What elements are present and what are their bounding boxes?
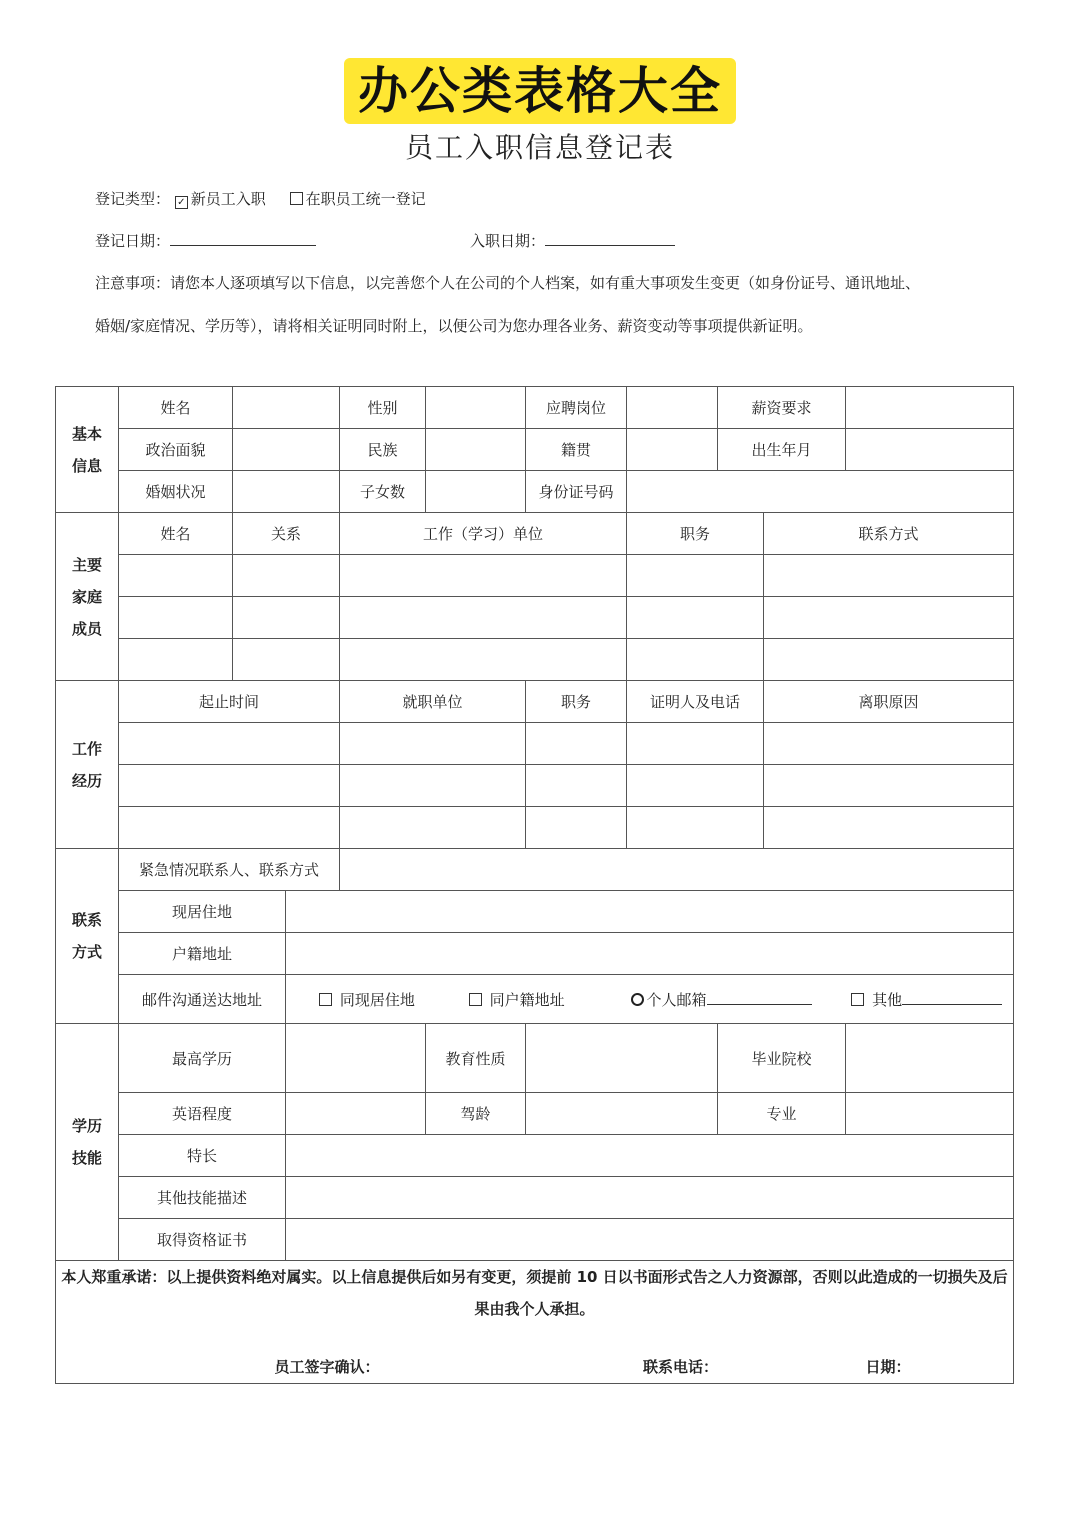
- reg-type-row: [95, 188, 426, 209]
- field-other-skills[interactable]: [286, 1177, 1014, 1219]
- field-major[interactable]: [846, 1093, 1014, 1135]
- phone-label: 联系电话：: [642, 1358, 718, 1376]
- field-specialty[interactable]: [286, 1135, 1014, 1177]
- entry-date-field[interactable]: [545, 231, 675, 246]
- date-label: 日期：: [865, 1358, 911, 1376]
- reg-type-label: 登记类型：: [95, 190, 171, 208]
- label-nature: 教育性质: [426, 1024, 526, 1093]
- reg-option-current: 在职员工统一登记: [305, 190, 426, 208]
- section-education: 学历 技能: [56, 1024, 119, 1261]
- field-nature[interactable]: [526, 1024, 718, 1093]
- family-cell[interactable]: [764, 555, 1014, 597]
- section-contact: 联系 方式: [56, 849, 119, 1024]
- family-cell[interactable]: [233, 639, 340, 681]
- label-gender: 性别: [340, 387, 426, 429]
- label-certificates: 取得资格证书: [119, 1219, 286, 1261]
- label-ethnicity: 民族: [340, 429, 426, 471]
- promise-block: [56, 1261, 1014, 1384]
- work-cell[interactable]: [627, 723, 764, 765]
- label-marital: 婚姻状况: [119, 471, 233, 513]
- label-mail-addr: 邮件沟通送达地址: [119, 975, 286, 1024]
- family-cell[interactable]: [627, 555, 764, 597]
- label-native: 籍贯: [526, 429, 627, 471]
- work-row: [56, 723, 1014, 765]
- checkbox-icon[interactable]: [290, 192, 303, 205]
- field-political[interactable]: [233, 429, 340, 471]
- work-row: [56, 765, 1014, 807]
- family-header: 职务: [627, 513, 764, 555]
- field-id-no[interactable]: [627, 471, 1014, 513]
- family-cell[interactable]: [340, 555, 627, 597]
- label-household-addr: 户籍地址: [119, 933, 286, 975]
- work-cell[interactable]: [764, 723, 1014, 765]
- work-cell[interactable]: [340, 807, 526, 849]
- notice-line-1: 注意事项：请您本人逐项填写以下信息，以完善您个人在公司的个人档案，如有重大事项发生变更（如身份证号、通讯地址、: [95, 274, 921, 292]
- family-row: [56, 597, 1014, 639]
- family-cell[interactable]: [764, 597, 1014, 639]
- mail-option-label: 同现居住地: [339, 990, 415, 1009]
- field-english[interactable]: [286, 1093, 426, 1135]
- entry-date-row: [470, 230, 675, 251]
- work-cell[interactable]: [764, 807, 1014, 849]
- label-emergency: 紧急情况联系人、联系方式: [119, 849, 340, 891]
- work-header: 离职原因: [764, 681, 1014, 723]
- family-header: 工作（学习）单位: [340, 513, 627, 555]
- promise-text: 本人郑重承诺：以上提供资料绝对属实。以上信息提供后如另有变更，须提前 10 日以书面形式告之人力资源部，否则以此造成的一切损失及后果由我个人承担。: [61, 1268, 1008, 1318]
- checked-box-icon[interactable]: ✓: [175, 196, 188, 209]
- label-driving: 驾龄: [426, 1093, 526, 1135]
- mail-options: [286, 975, 1014, 1024]
- work-header: 就职单位: [340, 681, 526, 723]
- reg-date-row: [95, 230, 316, 251]
- registration-form: [55, 386, 1014, 1384]
- field-salary[interactable]: [846, 387, 1014, 429]
- mail-option-label: 同户籍地址: [489, 990, 565, 1009]
- checkbox-icon[interactable]: [469, 993, 482, 1006]
- reg-date-label: 登记日期：: [95, 232, 171, 250]
- family-cell[interactable]: [340, 639, 627, 681]
- label-political: 政治面貌: [119, 429, 233, 471]
- checkbox-icon[interactable]: [319, 993, 332, 1006]
- reg-date-field[interactable]: [170, 231, 316, 246]
- work-cell[interactable]: [764, 765, 1014, 807]
- section-work: 工作 经历: [56, 681, 119, 849]
- family-row: [56, 639, 1014, 681]
- personal-email-field[interactable]: [707, 990, 812, 1005]
- mail-option-label: 其他: [872, 990, 903, 1009]
- reg-option-new: 新员工入职: [190, 190, 266, 208]
- field-marital[interactable]: [233, 471, 340, 513]
- work-cell[interactable]: [526, 807, 627, 849]
- other-address-field[interactable]: [902, 990, 1002, 1005]
- entry-date-label: 入职日期：: [470, 232, 546, 250]
- section-family: 主要 家庭 成员: [56, 513, 119, 681]
- label-highest: 最高学历: [119, 1024, 286, 1093]
- family-cell[interactable]: [233, 597, 340, 639]
- mail-option-label: 个人邮箱: [646, 990, 707, 1009]
- family-cell[interactable]: [627, 597, 764, 639]
- page-title: 员工入职信息登记表: [404, 131, 675, 164]
- field-highest[interactable]: [286, 1024, 426, 1093]
- work-cell[interactable]: [119, 765, 340, 807]
- label-salary: 薪资要求: [718, 387, 846, 429]
- work-cell[interactable]: [119, 723, 340, 765]
- family-cell[interactable]: [764, 639, 1014, 681]
- label-position: 应聘岗位: [526, 387, 627, 429]
- family-cell[interactable]: [119, 555, 233, 597]
- family-cell[interactable]: [233, 555, 340, 597]
- field-native[interactable]: [627, 429, 718, 471]
- field-children[interactable]: [426, 471, 526, 513]
- work-header: 证明人及电话: [627, 681, 764, 723]
- banner-text: 办公类表格大全: [344, 58, 736, 124]
- label-current-addr: 现居住地: [119, 891, 286, 933]
- field-driving[interactable]: [526, 1093, 718, 1135]
- work-cell[interactable]: [340, 723, 526, 765]
- label-id-no: 身份证号码: [526, 471, 627, 513]
- label-english: 英语程度: [119, 1093, 286, 1135]
- field-emergency[interactable]: [340, 849, 1014, 891]
- label-children: 子女数: [340, 471, 426, 513]
- radio-selected-icon[interactable]: [631, 993, 644, 1006]
- family-header: 关系: [233, 513, 340, 555]
- work-cell[interactable]: [526, 765, 627, 807]
- label-specialty: 特长: [119, 1135, 286, 1177]
- field-household-addr[interactable]: [286, 933, 1014, 975]
- work-header: 起止时间: [119, 681, 340, 723]
- signature-label: 员工签字确认：: [274, 1358, 380, 1376]
- notice-line-2: 婚姻/家庭情况、学历等），请将相关证明同时附上，以便公司为您办理各业务、薪资变动等事项提供新证明。: [95, 317, 813, 335]
- mail-option-current[interactable]: [297, 989, 437, 1010]
- label-school: 毕业院校: [718, 1024, 846, 1093]
- field-certificates[interactable]: [286, 1219, 1014, 1261]
- field-school[interactable]: [846, 1024, 1014, 1093]
- field-ethnicity[interactable]: [426, 429, 526, 471]
- checkbox-icon[interactable]: [851, 993, 864, 1006]
- mail-option-personal[interactable]: [597, 989, 847, 1010]
- field-birth[interactable]: [846, 429, 1014, 471]
- mail-option-other[interactable]: [851, 989, 1002, 1010]
- field-gender[interactable]: [426, 387, 526, 429]
- mail-option-household[interactable]: [442, 989, 592, 1010]
- family-header: 姓名: [119, 513, 233, 555]
- work-cell[interactable]: [526, 723, 627, 765]
- field-position[interactable]: [627, 387, 718, 429]
- label-other-skills: 其他技能描述: [119, 1177, 286, 1219]
- family-cell[interactable]: [119, 597, 233, 639]
- field-name[interactable]: [233, 387, 340, 429]
- field-current-addr[interactable]: [286, 891, 1014, 933]
- work-header: 职务: [526, 681, 627, 723]
- label-major: 专业: [718, 1093, 846, 1135]
- family-header: 联系方式: [764, 513, 1014, 555]
- work-cell[interactable]: [340, 765, 526, 807]
- work-cell[interactable]: [119, 807, 340, 849]
- family-cell[interactable]: [119, 639, 233, 681]
- label-name: 姓名: [119, 387, 233, 429]
- work-cell[interactable]: [627, 765, 764, 807]
- family-cell[interactable]: [627, 639, 764, 681]
- section-basic: 基本 信息: [56, 387, 119, 513]
- banner: [0, 58, 1080, 124]
- family-cell[interactable]: [340, 597, 627, 639]
- family-row: [56, 555, 1014, 597]
- work-cell[interactable]: [627, 807, 764, 849]
- work-row: [56, 807, 1014, 849]
- label-birth: 出生年月: [718, 429, 846, 471]
- signature-row: [159, 1351, 911, 1383]
